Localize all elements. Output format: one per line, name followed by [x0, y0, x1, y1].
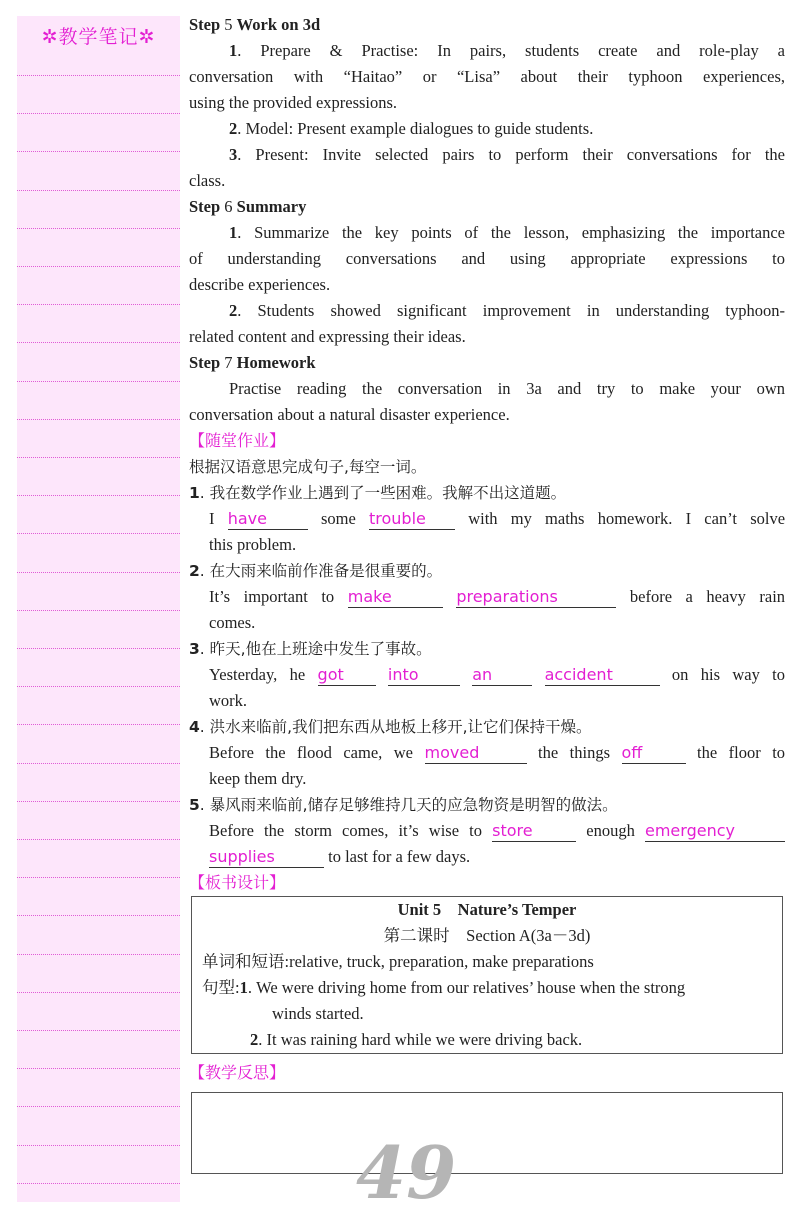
step5	[189, 12, 785, 194]
note-line	[17, 648, 180, 649]
step6-item-1: 1. Summarize the key points of the lesson, emphasizing the importance	[229, 223, 785, 242]
board-design-section	[189, 870, 785, 1054]
note-line	[17, 457, 180, 458]
text-line: winds started.	[272, 1004, 364, 1023]
note-line	[17, 724, 180, 725]
note-line	[17, 533, 180, 534]
section-title: 【教学反思】	[189, 1063, 286, 1082]
note-line	[17, 1106, 180, 1107]
note-line	[17, 572, 180, 573]
note-line	[17, 686, 180, 687]
note-line	[17, 1183, 180, 1184]
instruction: 根据汉语意思完成句子,每空一词。	[189, 458, 427, 476]
step-label: Step	[189, 15, 221, 34]
step-title: Work on 3d	[236, 15, 321, 34]
unit-label: Unit 5	[397, 900, 442, 919]
section-title: 【随堂作业】	[189, 431, 286, 450]
step7	[189, 350, 785, 428]
note-line	[17, 381, 180, 382]
note-line	[17, 1030, 180, 1031]
answer-line: It’s important to make preparations before a heavy rain	[209, 587, 786, 606]
answer-blank: moved	[425, 743, 527, 764]
page-number: 49	[356, 1130, 457, 1215]
answer-blank: emergency	[645, 821, 785, 842]
answer-blank: into	[388, 665, 460, 686]
step-title: Homework	[236, 353, 316, 372]
step5-item-2: 2. Model: Present example dialogues to guide students.	[229, 119, 594, 138]
note-line	[17, 954, 180, 955]
text-line: using the provided expressions.	[189, 93, 398, 112]
note-line	[17, 304, 180, 305]
note-line	[17, 1145, 180, 1146]
note-line	[17, 342, 180, 343]
reflection-box[interactable]	[191, 1092, 783, 1174]
text-line: describe experiences.	[189, 275, 331, 294]
answer-blank: store	[492, 821, 576, 842]
step-num: 6	[224, 197, 233, 216]
answer-line: supplies to last for a few days.	[209, 847, 471, 866]
answer-blank: off	[622, 743, 686, 764]
note-line	[17, 610, 180, 611]
question-4: 4. 洪水来临前,我们把东西从地板上移开,让它们保持干燥。	[189, 718, 592, 736]
answer-blank: accident	[545, 665, 660, 686]
question-2: 2. 在大雨来临前作准备是很重要的。	[189, 562, 443, 580]
answer-blank: make	[348, 587, 443, 608]
text-line: work.	[209, 691, 248, 710]
question-3: 3. 昨天,他在上班途中发生了事故。	[189, 640, 432, 658]
unit-title: Nature’s Temper	[457, 900, 577, 919]
answer-line: I have some trouble with my maths homework. I can’t solve	[209, 509, 786, 528]
vocab-line: 单词和短语:relative, truck, preparation, make preparations	[202, 952, 594, 971]
text-line: keep them dry.	[209, 769, 307, 788]
text-line: conversation with “Haitao” or “Lisa” about their typhoon experiences,	[189, 67, 785, 86]
note-line	[17, 801, 180, 802]
step5-item-3: 3. Present: Invite selected pairs to perform their conversations for the	[229, 145, 785, 164]
note-line	[17, 151, 180, 152]
step-num: 5	[224, 15, 233, 34]
note-line	[17, 228, 180, 229]
answer-line: Yesterday, he got into an accident on his way to	[209, 665, 786, 684]
note-line	[17, 763, 180, 764]
step6	[189, 194, 785, 350]
text-line: conversation about a natural disaster experience.	[189, 405, 510, 424]
homework-section	[189, 428, 785, 870]
text-line: this problem.	[209, 535, 297, 554]
note-line	[17, 992, 180, 993]
note-line	[17, 419, 180, 420]
step-label: Step	[189, 353, 221, 372]
step-num: 7	[224, 353, 233, 372]
answer-blank: got	[318, 665, 376, 686]
answer-line: Before the flood came, we moved the things off the floor to	[209, 743, 786, 762]
step5-item-1: 1. Prepare & Practise: In pairs, students create and role-play a	[229, 41, 785, 60]
step-label: Step	[189, 197, 221, 216]
note-line	[17, 190, 180, 191]
lesson-content	[189, 12, 785, 1174]
text-line: Practise reading the conversation in 3a and try to make your own	[229, 379, 785, 398]
note-line	[17, 113, 180, 114]
board-design-box	[191, 896, 783, 1054]
step6-item-2: 2. Students showed significant improvement in understanding typhoon-	[229, 301, 785, 320]
text-line: class.	[189, 171, 226, 190]
reflection-section	[189, 1060, 785, 1174]
lesson-label: 第二课时 Section A(3a－3d)	[383, 926, 591, 945]
answer-blank: preparations	[456, 587, 616, 608]
teaching-notes-sidebar	[17, 16, 180, 1202]
section-title: 【板书设计】	[189, 873, 286, 892]
note-line	[17, 915, 180, 916]
note-line	[17, 839, 180, 840]
answer-blank: trouble	[369, 509, 455, 530]
step-title: Summary	[236, 197, 307, 216]
text-line: comes.	[209, 613, 256, 632]
note-line	[17, 877, 180, 878]
question-5: 5. 暴风雨来临前,储存足够维持几天的应急物资是明智的做法。	[189, 796, 618, 814]
answer-blank: have	[228, 509, 308, 530]
question-1: 1. 我在数学作业上遇到了一些困难。我解不出这道题。	[189, 484, 567, 502]
text-line: related content and expressing their ideas.	[189, 327, 466, 346]
note-line	[17, 1068, 180, 1069]
answer-blank: supplies	[209, 847, 324, 868]
answer-blank: an	[472, 665, 532, 686]
answer-line: Before the storm comes, it’s wise to store enough emergency	[189, 818, 785, 844]
pattern-line: 2. It was raining hard while we were driving back.	[250, 1030, 583, 1049]
pattern-line: 句型:1. We were driving home from our relatives’ house when the strong	[202, 978, 686, 997]
sidebar-title: ✲教学笔记✲	[41, 26, 156, 48]
note-line	[17, 495, 180, 496]
note-line	[17, 75, 180, 76]
note-line	[17, 266, 180, 267]
text-line: of understanding conversations and using appropriate expressions to	[189, 249, 785, 268]
